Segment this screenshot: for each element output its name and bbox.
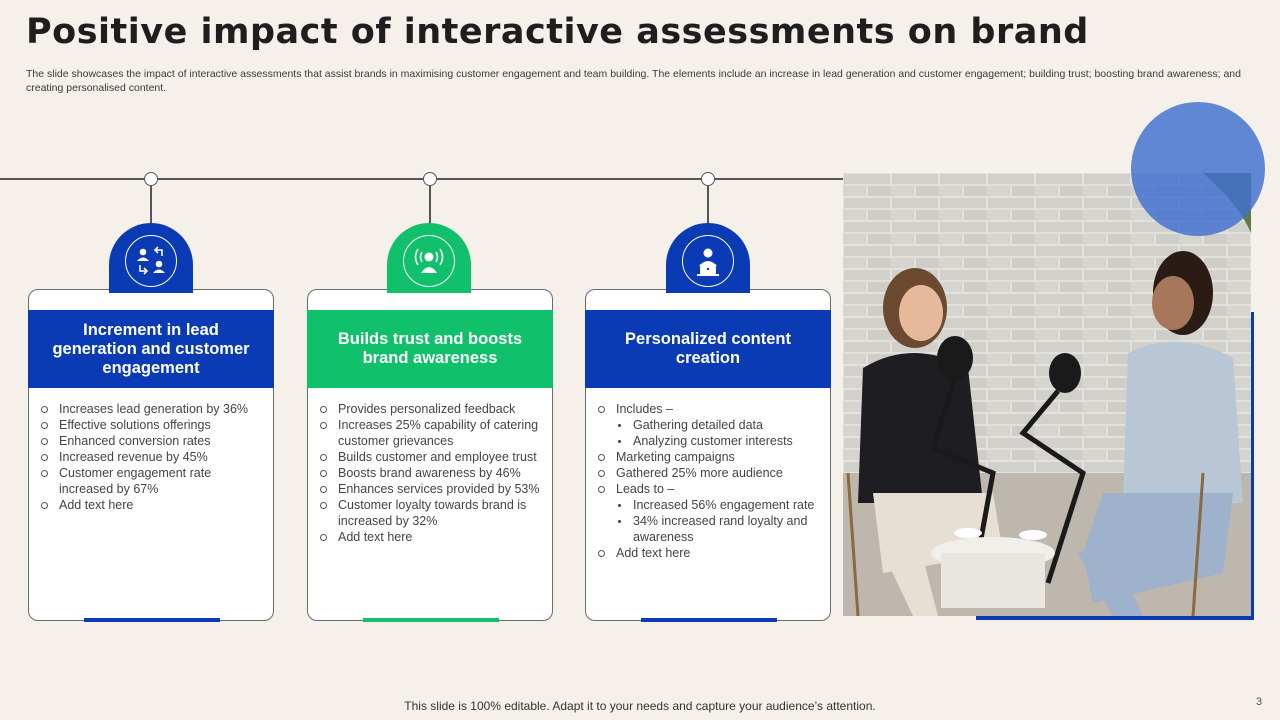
card-bullet-list xyxy=(318,401,546,545)
bullet-item: Leads to – xyxy=(596,481,824,497)
timeline-node xyxy=(144,172,158,186)
card-bullet-list xyxy=(39,401,267,513)
bullet-item: Boosts brand awareness by 46% xyxy=(318,465,546,481)
bullet-item: Builds customer and employee trust xyxy=(318,449,546,465)
timeline-node xyxy=(423,172,437,186)
card-header: Builds trust and boosts brand awareness xyxy=(307,310,553,388)
card-header: Personalized content creation xyxy=(585,310,831,388)
card-lead-generation xyxy=(28,289,274,621)
bullet-item: Analyzing customer interests xyxy=(596,433,824,449)
icon-tab xyxy=(666,223,750,293)
decorative-circle xyxy=(1131,102,1265,236)
timeline-node xyxy=(701,172,715,186)
person-laptop-icon xyxy=(682,235,734,287)
icon-tab xyxy=(109,223,193,293)
card-header: Increment in lead generation and customer engagement xyxy=(28,310,274,388)
bullet-item: Increased 56% engagement rate xyxy=(596,497,824,513)
bullet-item: Customer engagement rate increased by 67% xyxy=(39,465,267,497)
bullet-item: Increases 25% capability of catering customer grievances xyxy=(318,417,546,449)
people-exchange-icon xyxy=(125,235,177,287)
timeline-connector xyxy=(150,186,152,224)
bullet-item: Includes – xyxy=(596,401,824,417)
bullet-item: 34% increased rand loyalty and awareness xyxy=(596,513,824,545)
timeline-connector xyxy=(429,186,431,224)
bullet-item: Increases lead generation by 36% xyxy=(39,401,267,417)
bullet-item: Enhances services provided by 53% xyxy=(318,481,546,497)
page-number: 3 xyxy=(1256,696,1263,708)
bullet-item: Add text here xyxy=(318,529,546,545)
bullet-item: Effective solutions offerings xyxy=(39,417,267,433)
icon-tab xyxy=(387,223,471,293)
bullet-item: Enhanced conversion rates xyxy=(39,433,267,449)
bullet-item: Gathering detailed data xyxy=(596,417,824,433)
footer-note: This slide is 100% editable. Adapt it to your needs and capture your audience’s attention. xyxy=(404,699,876,713)
bullet-item: Marketing campaigns xyxy=(596,449,824,465)
card-underline xyxy=(641,618,777,622)
bullet-item: Add text here xyxy=(39,497,267,513)
slide-subtitle: The slide showcases the impact of interactive assessments that assist brands in maximising customer engagement and team building. The elements include an increase in lead generation and customer engagement; building trust; boosting brand awareness; and creating personalised content. xyxy=(26,68,1241,94)
card-bullet-list xyxy=(596,401,824,561)
bullet-item: Increased revenue by 45% xyxy=(39,449,267,465)
bullet-item: Provides personalized feedback xyxy=(318,401,546,417)
card-trust-awareness xyxy=(307,289,553,621)
bullet-item: Gathered 25% more audience xyxy=(596,465,824,481)
podcast-photo xyxy=(843,173,1251,616)
timeline-connector xyxy=(707,186,709,224)
card-underline xyxy=(363,618,499,622)
card-personalized-content xyxy=(585,289,831,621)
slide-title: Positive impact of interactive assessments on brand xyxy=(26,12,1089,52)
bullet-item: Add text here xyxy=(596,545,824,561)
card-underline xyxy=(84,618,220,622)
person-broadcast-icon xyxy=(403,235,455,287)
bullet-item: Customer loyalty towards brand is increased by 32% xyxy=(318,497,546,529)
